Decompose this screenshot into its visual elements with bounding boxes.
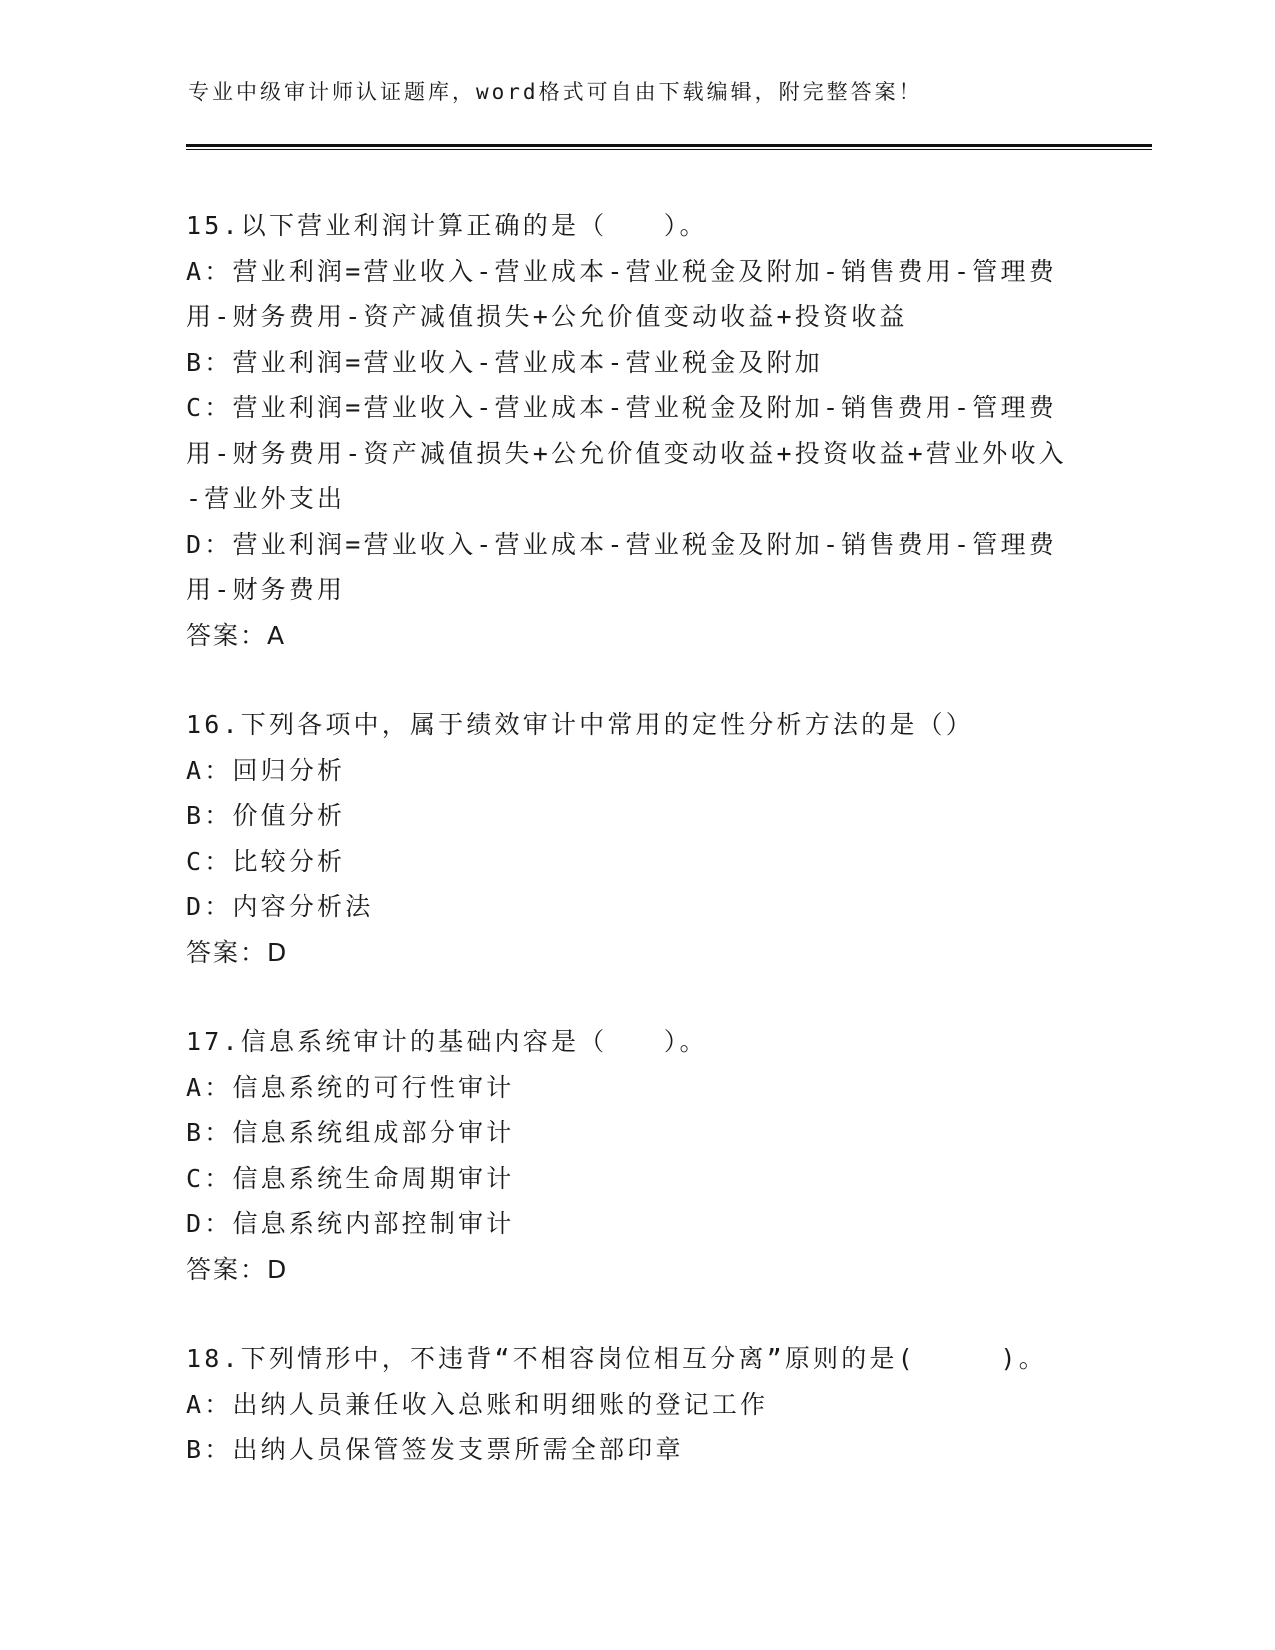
header-divider [186, 144, 1152, 147]
question-18 [186, 1336, 1086, 1473]
header-text: 专业中级审计师认证题库，word格式可自由下载编辑，附完整答案！ [188, 80, 923, 104]
question-17-option-a: A：信息系统的可行性审计 [186, 1072, 515, 1102]
question-18-option-b: B：出纳人员保管签发支票所需全部印章 [186, 1435, 684, 1464]
question-list [186, 203, 1086, 1517]
question-16-stem: 16.下列各项中，属于绩效审计中常用的定性分析方法的是（） [186, 710, 974, 739]
question-15-option-a-cont: 用-财务费用-资产减值损失+公允价值变动收益+投资收益 [186, 302, 908, 331]
question-15-option-b: B：营业利润=营业收入-营业成本-营业税金及附加 [186, 347, 824, 377]
question-15-option-d-cont: 用-财务费用 [186, 575, 346, 604]
question-17-answer: 答案：D [186, 1254, 289, 1284]
question-16-answer: 答案：D [186, 937, 289, 967]
question-15-option-c-cont: 用-财务费用-资产减值损失+公允价值变动收益+投资收益+营业外收入 [186, 438, 1067, 468]
question-17-option-d: D：信息系统内部控制审计 [186, 1209, 515, 1238]
question-16-option-d: D：内容分析法 [186, 892, 374, 921]
question-18-option-a: A：出纳人员兼任收入总账和明细账的登记工作 [186, 1389, 769, 1419]
question-17-option-c: C：信息系统生命周期审计 [186, 1163, 515, 1193]
question-15-option-d: D：营业利润=营业收入-营业成本-营业税金及附加-销售费用-管理费 [186, 529, 1057, 559]
question-17-option-b: B：信息系统组成部分审计 [186, 1118, 515, 1147]
question-15-option-c: C：营业利润=营业收入-营业成本-营业税金及附加-销售费用-管理费 [186, 393, 1057, 422]
question-15-answer: 答案：A [186, 620, 287, 650]
question-17 [186, 1019, 1086, 1292]
question-15-option-c-cont2: -营业外支出 [186, 484, 346, 513]
question-16-option-b: B：价值分析 [186, 801, 346, 830]
question-15-stem: 15.以下营业利润计算正确的是（ ）。 [186, 211, 708, 240]
question-15 [186, 203, 1086, 658]
question-17-stem: 17.信息系统审计的基础内容是（ ）。 [186, 1027, 708, 1056]
header-divider-thin [186, 149, 1152, 150]
question-16-option-a: A：回归分析 [186, 755, 346, 785]
question-16-option-c: C：比较分析 [186, 846, 346, 876]
question-18-stem: 18.下列情形中，不违背“不相容岗位相互分离”原则的是( )。 [186, 1344, 1047, 1373]
question-15-option-a: A：营业利润=营业收入-营业成本-营业税金及附加-销售费用-管理费 [186, 256, 1057, 286]
question-16 [186, 702, 1086, 975]
